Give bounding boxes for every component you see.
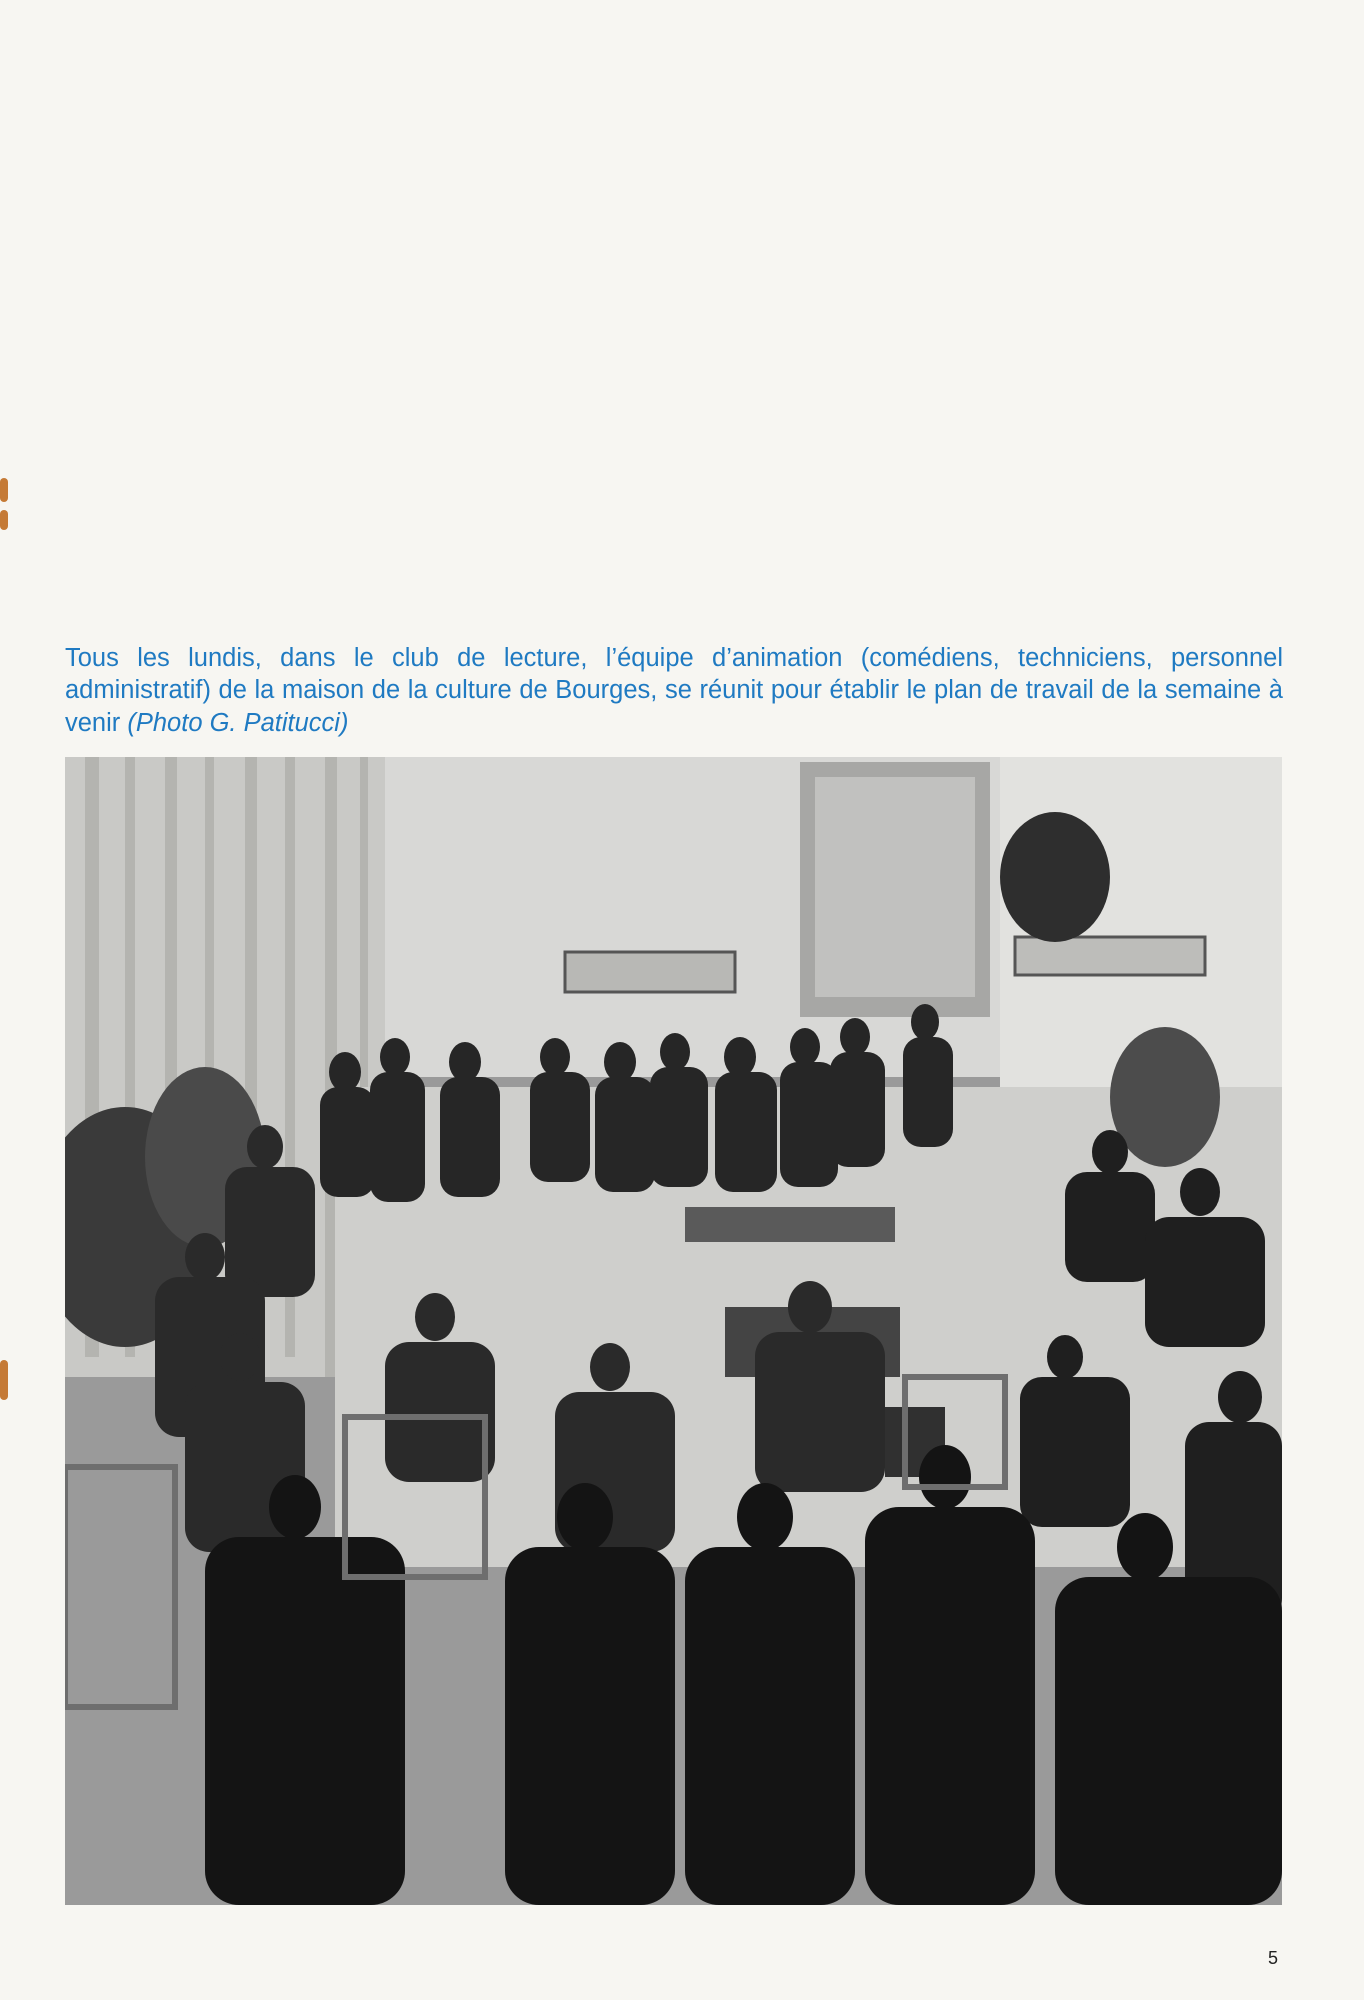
page-number: 5 — [1268, 1948, 1279, 1968]
binding-stain — [0, 1360, 8, 1400]
caption-text: Tous les lundis, dans le club de lecture, l’équipe d’animation (comédiens, techniciens, personnel administratif) de la maison de la culture de Bourges, se réunit pour établir le plan de travail de la semaine à venir — [65, 643, 1283, 737]
photo-caption — [65, 642, 1283, 740]
meeting-photograph — [65, 757, 1282, 1905]
binding-stain — [0, 510, 8, 530]
binding-stain — [0, 478, 8, 502]
photograph-illustration — [65, 757, 1282, 1905]
photo-credit: (Photo G. Patitucci) — [127, 708, 349, 737]
